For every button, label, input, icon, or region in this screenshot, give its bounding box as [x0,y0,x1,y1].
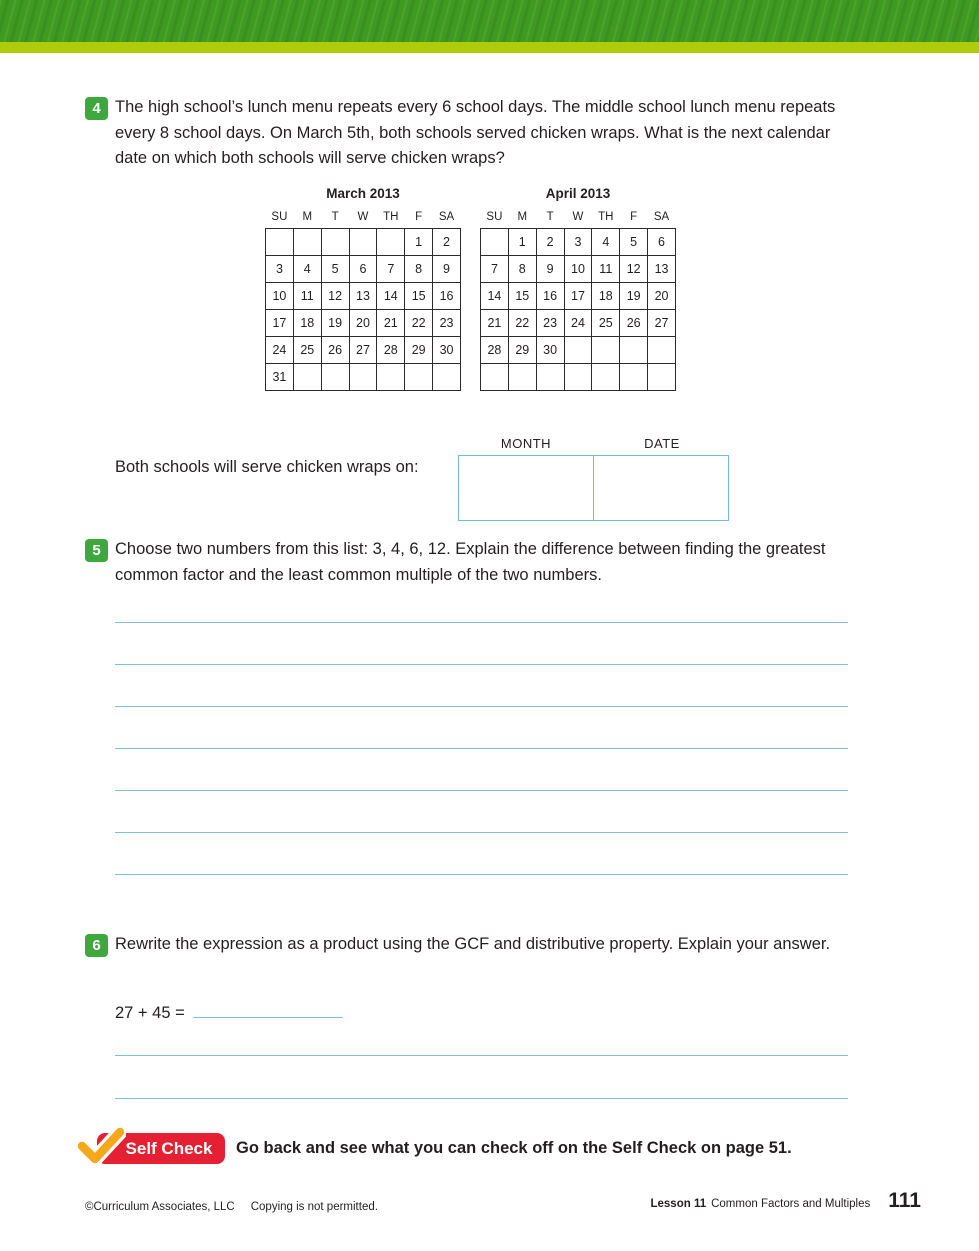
calendar-day-cell: 22 [405,309,433,336]
calendar-day-cell: 20 [349,309,377,336]
calendar-day-cell: 16 [536,282,564,309]
calendar-day-cell: 10 [266,282,294,309]
calendar-week-row [266,336,461,363]
calendar-empty-cell [508,363,536,390]
calendar-day-cell: 18 [293,309,321,336]
answer-line[interactable] [115,1055,848,1056]
calendar-day-cell: 25 [293,336,321,363]
calendar-weekday-header: M [517,211,528,224]
calendar-empty-cell [481,228,509,255]
calendar-weekday-header: W [357,211,369,224]
calendar-empty-cell [377,228,405,255]
calendar-grid [480,207,676,391]
calendar-day-cell: 9 [433,255,461,282]
calendar-day-cell: 7 [481,255,509,282]
calendar-day-cell: 29 [508,336,536,363]
calendar-day-cell: 17 [266,309,294,336]
calendar-day-cell: 2 [433,228,461,255]
calendar-day-cell: 27 [648,309,676,336]
calendar-day-cell: 12 [321,282,349,309]
lesson-number: Lesson 11 [650,1198,707,1210]
calendar-day-cell: 1 [405,228,433,255]
calendar-week-row [481,228,676,255]
calendar-weekday-header: SU [486,211,503,224]
calendar-day-cell: 7 [377,255,405,282]
calendar-day-cell: 26 [321,336,349,363]
calendar-weekday-header: SA [653,211,670,224]
calendar-day-cell: 9 [536,255,564,282]
copyright-text: ©Curriculum Associates, LLC [85,1201,235,1213]
calendar-week-row [266,309,461,336]
calendar-day-cell: 28 [481,336,509,363]
calendar-day-cell: 4 [592,228,620,255]
calendar-weekday-header: T [546,211,554,224]
calendar-empty-cell [620,336,648,363]
q4-answer-prompt: Both schools will serve chicken wraps on: [115,458,419,476]
calendar-weekday-header: W [572,211,584,224]
calendar-day-cell: 30 [433,336,461,363]
calendar-day-cell: 25 [592,309,620,336]
calendar-week-row [266,255,461,282]
calendar-day-cell: 4 [293,255,321,282]
calendar-day-cell: 11 [592,255,620,282]
answer-line[interactable] [115,874,848,875]
calendar-empty-cell [321,228,349,255]
copy-notice: Copying is not permitted. [250,1201,378,1213]
calendar-day-cell: 6 [648,228,676,255]
calendar-day-cell: 30 [536,336,564,363]
check-icon [76,1126,126,1166]
calendar-empty-cell [620,363,648,390]
month-answer-box[interactable] [458,455,594,521]
answer-line[interactable] [115,706,848,707]
question-5-number: 5 [85,539,108,562]
lesson-title: Common Factors and Multiples [711,1198,871,1210]
calendar-week-row [481,282,676,309]
calendar-empty-cell [564,336,592,363]
calendar-day-cell: 13 [349,282,377,309]
calendar-day-cell: 15 [508,282,536,309]
question-6-text: Rewrite the expression as a product using the GCF and distributive property. Explain your answer. [115,935,831,953]
calendar-empty-cell [481,363,509,390]
answer-line[interactable] [115,622,848,623]
calendar-day-cell: 23 [433,309,461,336]
calendar-weekday-header: TH [383,211,399,224]
calendar-day-cell: 3 [564,228,592,255]
calendar-day-cell: 18 [592,282,620,309]
calendar-weekday-header: TH [598,211,614,224]
calendar-day-cell: 5 [620,228,648,255]
answer-line[interactable] [115,790,848,791]
calendar-empty-cell [648,336,676,363]
expression-row [115,1000,343,1023]
calendar-weekday-header: SA [438,211,455,224]
calendar-week-row [266,282,461,309]
calendar-day-cell: 13 [648,255,676,282]
calendar-empty-cell [536,363,564,390]
answer-line[interactable] [115,1098,848,1099]
calendar-day-cell: 19 [620,282,648,309]
calendar-day-cell: 14 [481,282,509,309]
calendar-day-cell: 2 [536,228,564,255]
calendar-weekday-header: M [302,211,313,224]
calendar-day-cell: 21 [481,309,509,336]
calendar-weekday-header: F [630,211,638,224]
calendar-day-cell: 10 [564,255,592,282]
calendar-day-cell: 5 [321,255,349,282]
calendar-day-cell: 24 [564,309,592,336]
calendar-day-cell: 22 [508,309,536,336]
calendar-empty-cell [377,363,405,390]
calendar-day-cell: 24 [266,336,294,363]
calendar-weekday-header: T [331,211,339,224]
calendar-day-cell: 16 [433,282,461,309]
question-5-text: Choose two numbers from this list: 3, 4, 6, 12. Explain the difference between finding the greatest common factor and the least common multiple of the two numbers. [115,540,826,584]
calendar-day-cell: 26 [620,309,648,336]
calendar-empty-cell [293,363,321,390]
calendar-empty-cell [592,336,620,363]
calendar-day-cell: 14 [377,282,405,309]
calendar-day-cell: 1 [508,228,536,255]
calendar-title: April 2013 [545,186,611,201]
date-label: DATE [644,436,680,451]
calendar-day-cell: 28 [377,336,405,363]
calendar-empty-cell [266,228,294,255]
calendar-empty-cell [592,363,620,390]
calendar-week-row [266,363,461,390]
calendar-empty-cell [433,363,461,390]
page-number: 111 [888,1189,921,1212]
answer-line[interactable] [115,664,848,665]
calendar-week-row [481,309,676,336]
calendar-title: March 2013 [326,186,400,201]
answer-line[interactable] [115,748,848,749]
calendar-empty-cell [564,363,592,390]
footer-lesson-info [650,1189,921,1213]
question-4-text: The high school’s lunch menu repeats every 6 school days. The middle school lunch menu repeats every 8 school days. On March 5th, both schools served chicken wraps. What is the next calendar date on which both schools will serve chicken wraps? [115,98,836,167]
calendar-empty-cell [349,228,377,255]
question-4-number: 4 [85,97,108,120]
calendar-empty-cell [648,363,676,390]
calendar-day-cell: 29 [405,336,433,363]
header-lime-bar [0,42,979,53]
calendar-empty-cell [293,228,321,255]
self-check-badge: Self Check [97,1133,225,1164]
calendar-weekday-header: SU [271,211,288,224]
calendar-day-cell: 27 [349,336,377,363]
calendar-march-2013 [265,186,461,391]
calendar-weekday-header: F [415,211,423,224]
calendar-week-row [481,255,676,282]
answer-line[interactable] [115,832,848,833]
calendar-day-cell: 31 [266,363,294,390]
expression-answer-blank[interactable] [193,1000,343,1018]
footer-copyright [85,1201,378,1213]
calendar-day-cell: 6 [349,255,377,282]
calendar-day-cell: 11 [293,282,321,309]
expression-text: 27 + 45 = [115,1004,185,1022]
calendar-day-cell: 17 [564,282,592,309]
header-green-bar [0,0,979,42]
calendar-day-cell: 21 [377,309,405,336]
calendar-day-cell: 19 [321,309,349,336]
calendar-day-cell: 23 [536,309,564,336]
date-answer-box[interactable] [593,455,729,521]
calendar-week-row [481,336,676,363]
calendar-day-cell: 12 [620,255,648,282]
calendar-day-cell: 15 [405,282,433,309]
question-6-number: 6 [85,934,108,957]
month-label: MONTH [500,436,552,451]
calendar-empty-cell [349,363,377,390]
calendar-grid [265,207,461,391]
calendar-week-row [481,363,676,390]
calendar-day-cell: 8 [508,255,536,282]
calendar-day-cell: 8 [405,255,433,282]
calendar-empty-cell [405,363,433,390]
calendar-empty-cell [321,363,349,390]
calendar-day-cell: 20 [648,282,676,309]
calendar-april-2013 [480,186,676,391]
self-check-text: Go back and see what you can check off on the Self Check on page 51. [236,1139,792,1157]
calendar-week-row [266,228,461,255]
calendar-day-cell: 3 [266,255,294,282]
